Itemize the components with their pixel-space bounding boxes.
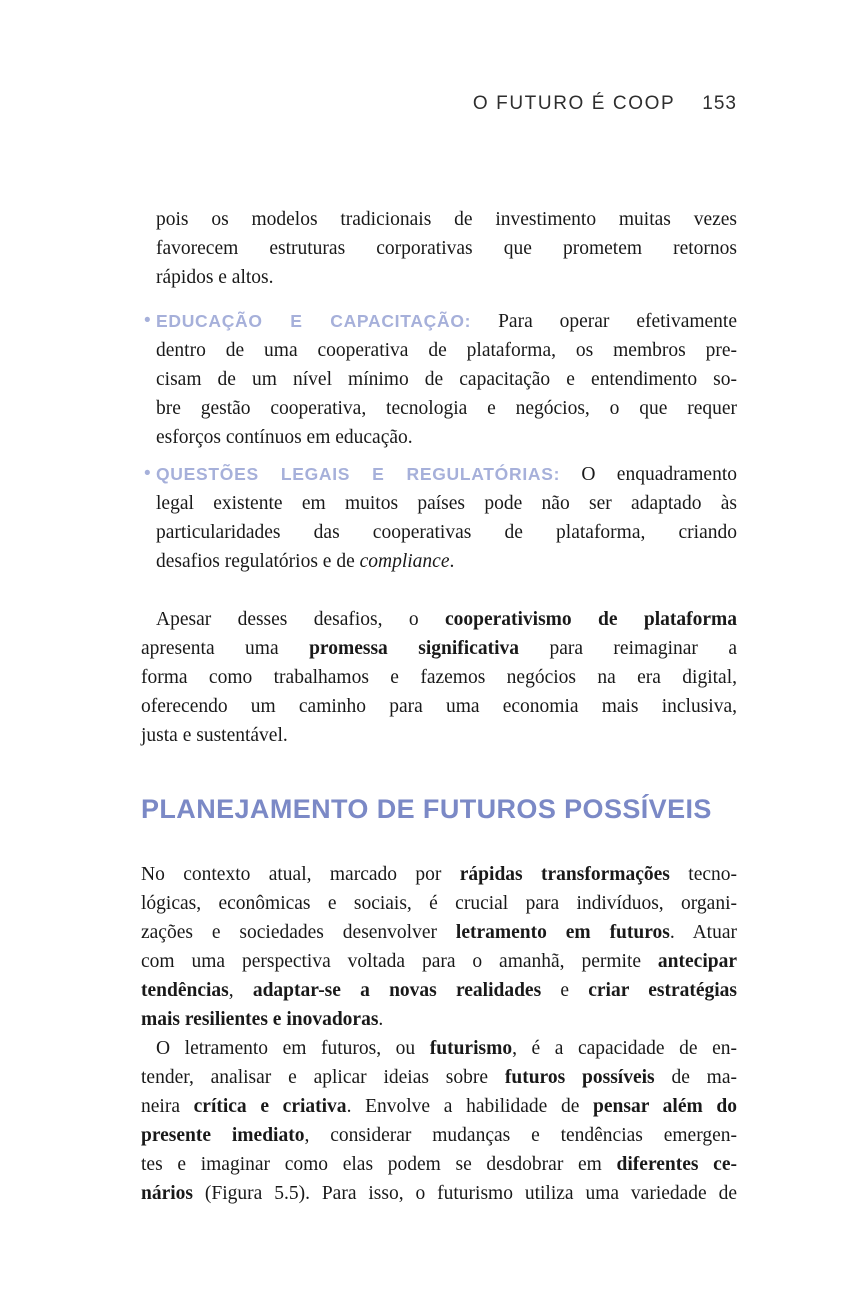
text-line: dentro de uma cooperativa de plataforma, os membros pre- <box>156 340 737 361</box>
text-line: tender, analisar e aplicar ideias sobre futuros possíveis de ma- <box>141 1067 737 1088</box>
text-line: forma como trabalhamos e fazemos negócios na era digital, <box>141 667 737 688</box>
text-line: QUESTÕES LEGAIS E REGULATÓRIAS: O enquadramento <box>156 464 737 485</box>
bullet-item <box>144 307 738 452</box>
bullet-icon: • <box>144 463 151 484</box>
text-line: O letramento em futuros, ou futurismo, é a capacidade de en- <box>156 1038 737 1059</box>
bullet-item <box>144 460 737 576</box>
bullet-icon: • <box>144 310 151 331</box>
bullet-label: EDUCAÇÃO E CAPACITAÇÃO: <box>156 311 472 331</box>
paragraph <box>156 205 737 292</box>
text-line: presente imediato, considerar mudanças e tendências emergen- <box>141 1125 737 1146</box>
text-line: bre gestão cooperativa, tecnologia e negócios, o que requer <box>156 398 737 419</box>
paragraph <box>141 1034 737 1208</box>
page-number: 153 <box>702 93 737 114</box>
paragraph <box>141 605 737 750</box>
text-line: lógicas, econômicas e sociais, é crucial para indivíduos, organi- <box>141 893 737 914</box>
page-body <box>0 205 850 1208</box>
text-line: mais resilientes e inovadoras. <box>141 1009 384 1030</box>
text-line: zações e sociedades desenvolver letramento em futuros. Atuar <box>141 922 737 943</box>
text-line: favorecem estruturas corporativas que prometem retornos <box>156 238 737 259</box>
paragraph <box>141 860 737 1034</box>
text-line: tes e imaginar como elas podem se desdobrar em diferentes ce- <box>141 1154 737 1175</box>
text-line: justa e sustentável. <box>141 725 288 746</box>
text-line: No contexto atual, marcado por rápidas transformações tecno- <box>141 864 737 885</box>
text-line: rápidos e altos. <box>156 267 274 288</box>
text-line: nários (Figura 5.5). Para isso, o futurismo utiliza uma variedade de <box>141 1183 737 1204</box>
text-line: legal existente em muitos países pode não ser adaptado às <box>156 493 737 514</box>
page-header <box>0 93 850 116</box>
text-line: pois os modelos tradicionais de investimento muitas vezes <box>156 209 737 230</box>
text-line: desafios regulatórios e de compliance. <box>156 551 455 572</box>
running-head-title: O FUTURO É COOP <box>472 93 676 114</box>
text-line: Apesar desses desafios, o cooperativismo de plataforma <box>156 609 738 630</box>
text-line: oferecendo um caminho para uma economia mais inclusiva, <box>141 696 737 717</box>
bullet-label: QUESTÕES LEGAIS E REGULATÓRIAS: <box>156 464 561 484</box>
text-line: particularidades das cooperativas de plataforma, criando <box>156 522 737 543</box>
text-line: EDUCAÇÃO E CAPACITAÇÃO: Para operar efetivamente <box>156 311 738 332</box>
text-line: apresenta uma promessa significativa para reimaginar a <box>141 638 737 659</box>
section-heading: PLANEJAMENTO DE FUTUROS POSSÍVEIS <box>141 794 712 824</box>
text-line: cisam de um nível mínimo de capacitação e entendimento so- <box>156 369 737 390</box>
text-line: com uma perspectiva voltada para o amanhã, permite antecipar <box>141 951 737 972</box>
text-line: tendências, adaptar-se a novas realidades e criar estratégias <box>141 980 738 1001</box>
text-line: neira crítica e criativa. Envolve a habilidade de pensar além do <box>141 1096 737 1117</box>
text-line: esforços contínuos em educação. <box>156 427 413 448</box>
